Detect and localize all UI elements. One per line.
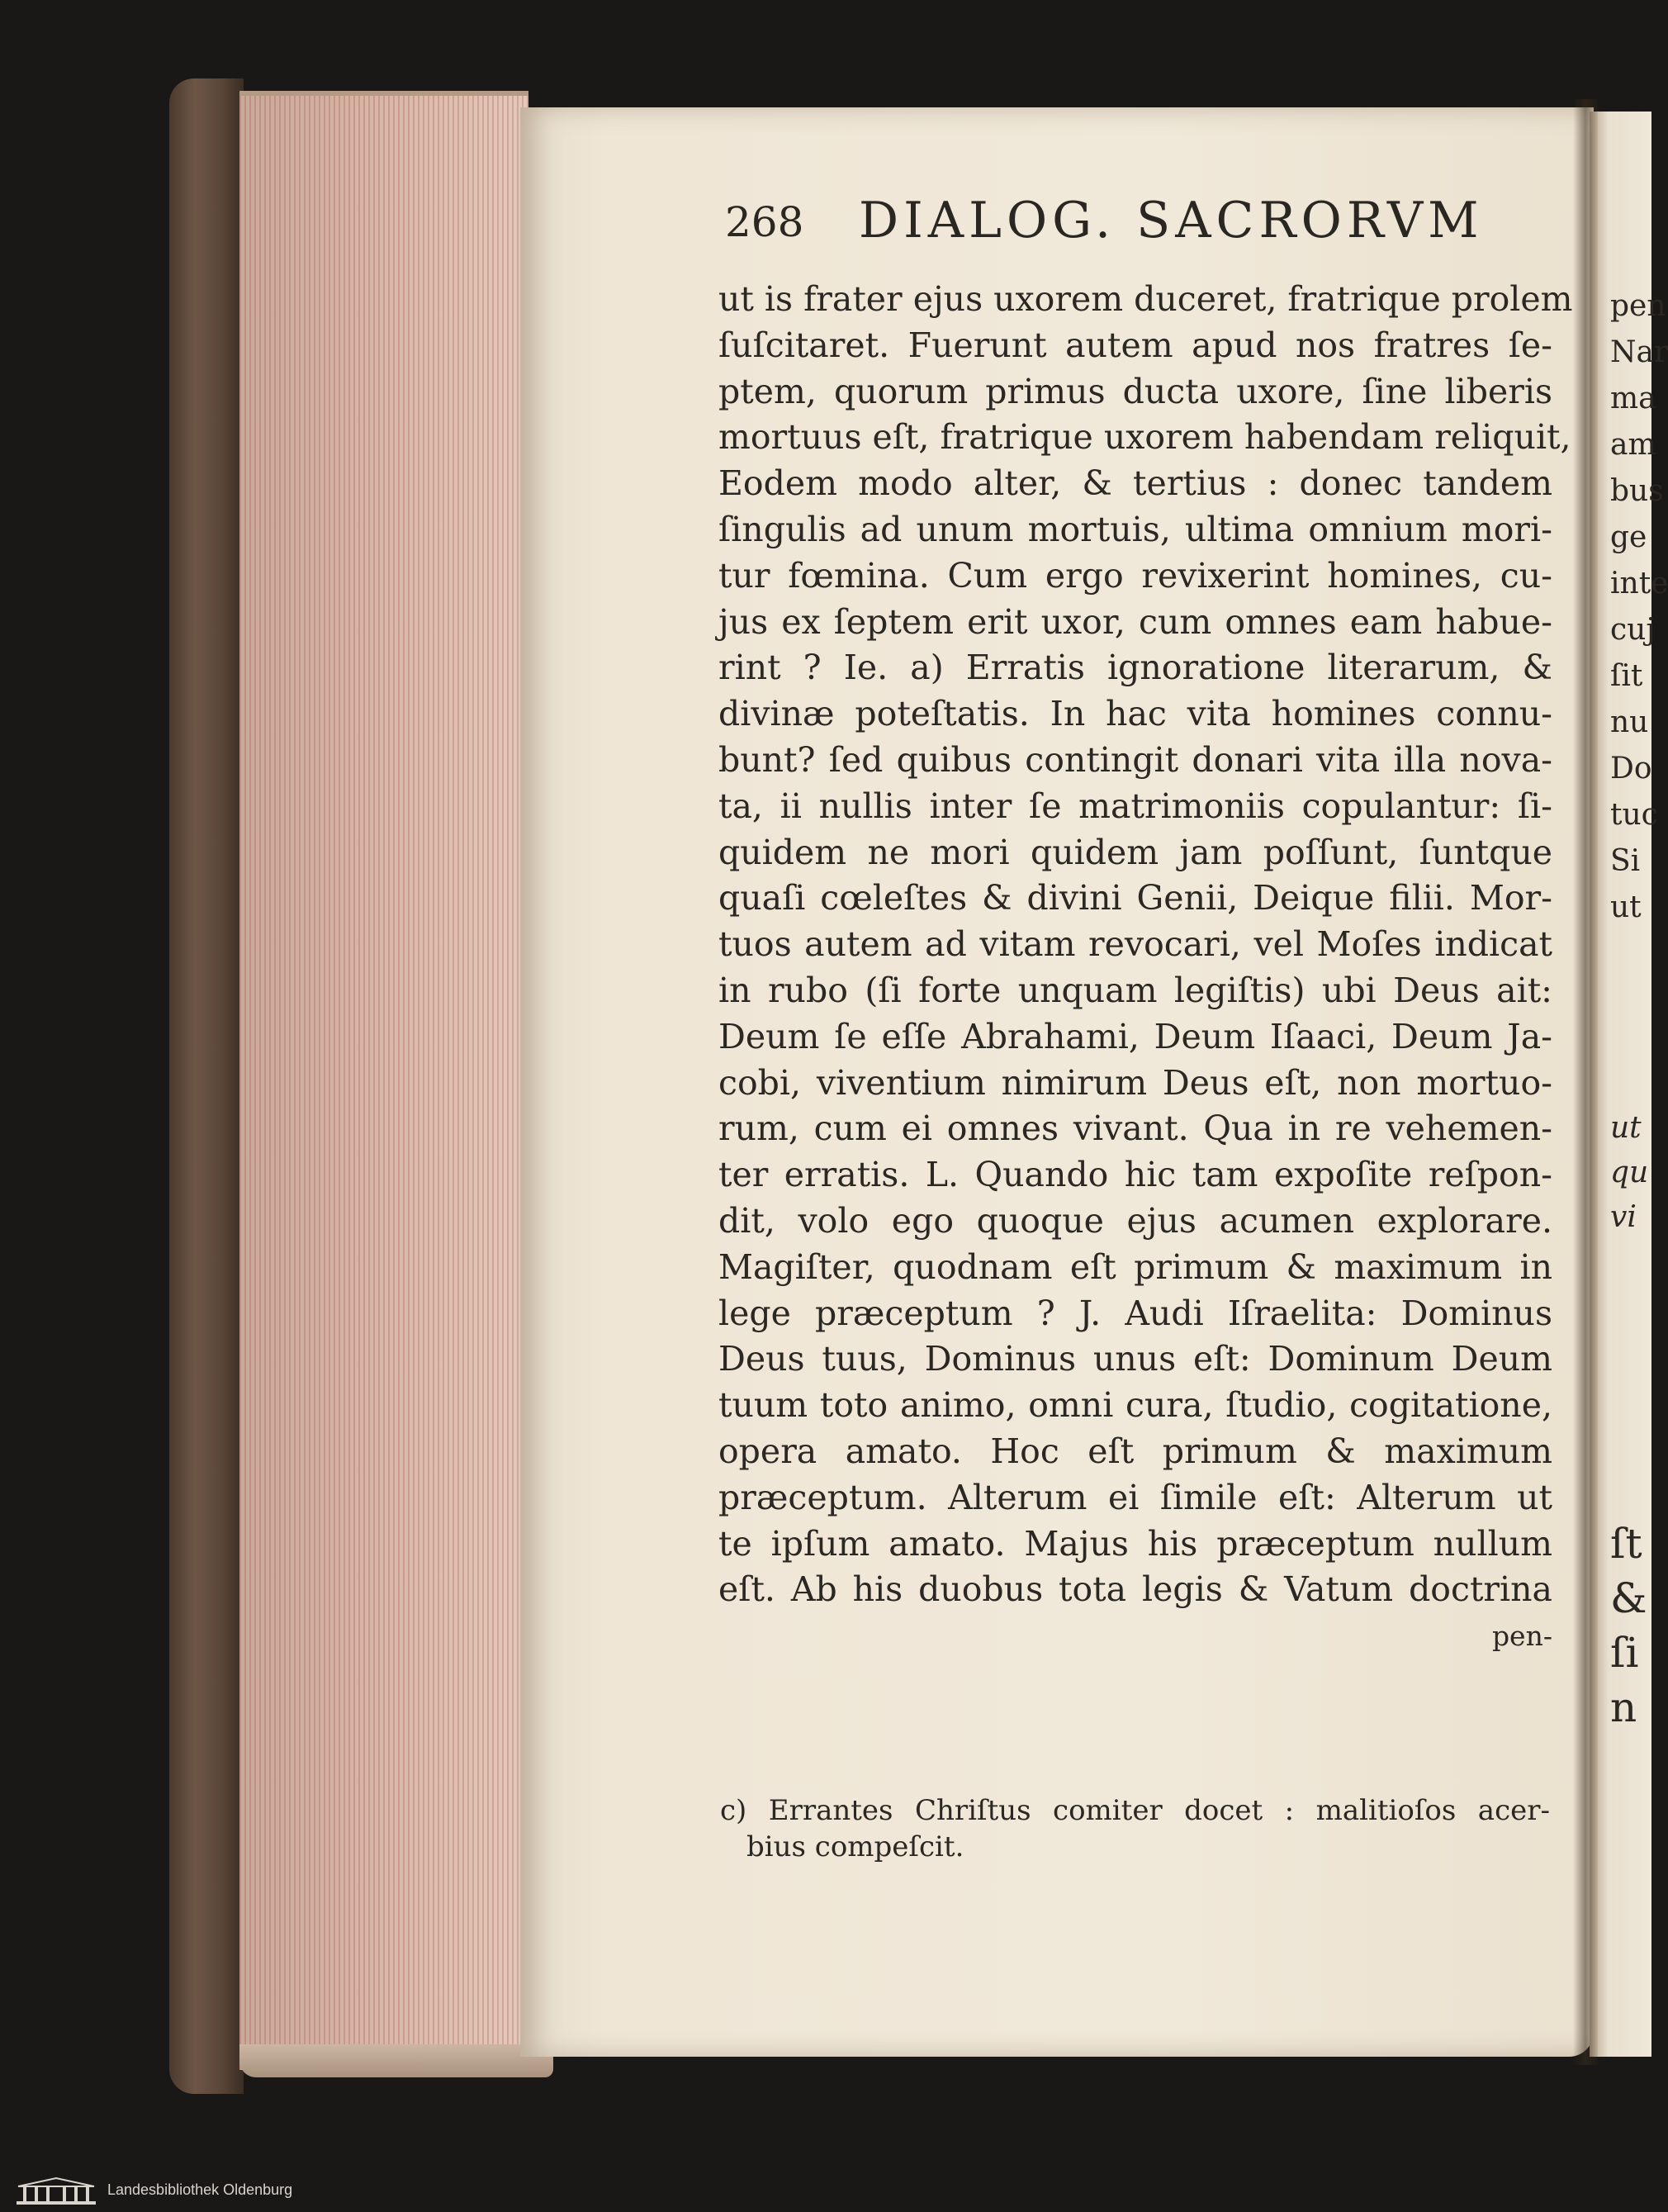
library-name: Landesbibliothek Oldenburg xyxy=(107,2181,293,2198)
text-line: ſingulis ad unum mortuis, ultima omnium mori- xyxy=(718,509,1552,549)
page-edges xyxy=(239,91,528,2070)
text-line: lege præceptum ? J. Audi Iſraelita: Dominus xyxy=(718,1293,1552,1333)
fragment-text: tuc xyxy=(1610,798,1658,832)
body-text xyxy=(718,277,1573,1659)
text-line: Deus tuus, Dominus unus eſt: Dominum Deum xyxy=(718,1339,1552,1379)
fragment-text-large: ſt xyxy=(1610,1520,1642,1568)
fragment-text-large: & xyxy=(1610,1574,1647,1622)
text-line: divinæ poteſtatis. In hac vita homines connu- xyxy=(718,694,1552,734)
running-head: DIALOG. SACRORVM xyxy=(859,192,1484,249)
text-line: jus ex ſeptem erit uxor, cum omnes eam habue- xyxy=(718,601,1552,642)
text-line: rum, cum ei omnes vivant. Qua in re vehemen- xyxy=(718,1108,1552,1149)
text-line: cobi, viventium nimirum Deus eſt, non mortuo- xyxy=(718,1062,1552,1103)
fragment-text: Nar xyxy=(1610,335,1668,369)
fragment-text: am xyxy=(1610,428,1656,462)
text-line: Eodem modo alter, & tertius : donec tandem xyxy=(718,463,1552,504)
text-line: eſt. Ab his duobus tota legis & Vatum doctrina xyxy=(718,1569,1552,1610)
text-line: quaſi cœleſtes & divini Genii, Deique filii. Mor- xyxy=(718,878,1552,919)
text-line: rint ? Ie. a) Erratis ignoratione literarum, & xyxy=(718,648,1552,688)
fragment-text: ut xyxy=(1610,890,1642,924)
fragment-text: nu xyxy=(1610,705,1649,739)
footnote-line: bius compeſcit. xyxy=(746,1830,964,1863)
text-line: præceptum. Alterum ei ſimile eſt: Alterum ut xyxy=(718,1477,1552,1517)
library-building-icon xyxy=(15,2176,97,2206)
fragment-text-italic: ut xyxy=(1610,1111,1642,1145)
book-spine xyxy=(169,78,244,2094)
fragment-text: inte xyxy=(1610,567,1668,600)
fragment-text: Do xyxy=(1610,752,1652,786)
fragment-text-large: ſi xyxy=(1610,1629,1639,1677)
fragment-text: ge xyxy=(1610,520,1647,554)
fragment-text: pen xyxy=(1610,289,1666,323)
text-line: Deum ſe eſſe Abrahami, Deum Iſaaci, Deum Ja- xyxy=(718,1016,1552,1056)
page-number: 268 xyxy=(725,198,804,246)
text-line: ta, ii nullis inter ſe matrimoniis copulantur: ſi- xyxy=(718,786,1552,826)
text-line: ter erratis. L. Quando hic tam expoſite reſpon- xyxy=(718,1155,1552,1195)
fragment-text: cuj xyxy=(1610,613,1656,647)
text-line: bunt? ſed quibus contingit donari vita illa nova- xyxy=(718,739,1552,780)
text-line: dit, volo ego quoque ejus acumen explorare. xyxy=(718,1200,1552,1241)
text-line: ſuſcitaret. Fuerunt autem apud nos fratres ſe- xyxy=(718,325,1552,365)
fragment-text-large: n xyxy=(1610,1683,1637,1731)
text-line: ptem, quorum primus ducta uxore, ſine liberis xyxy=(718,371,1552,411)
text-line: opera amato. Hoc eſt primum & maximum xyxy=(718,1431,1552,1471)
text-line: pen- xyxy=(1491,1620,1552,1653)
fragment-text: Si xyxy=(1610,844,1641,878)
fragment-text-italic: vi xyxy=(1610,1200,1637,1234)
text-line: in rubo (ſi forte unquam legiſtis) ubi Deus ait: xyxy=(718,970,1552,1010)
text-line: te ipſum amato. Majus his præceptum nullum xyxy=(718,1523,1552,1564)
fragment-text-italic: qu xyxy=(1610,1156,1649,1189)
fragment-text: ſit xyxy=(1610,659,1643,693)
gutter-shadow xyxy=(1573,99,1598,2065)
text-line: tur fœmina. Cum ergo revixerint homines, cu- xyxy=(718,555,1552,596)
fragment-text: bus xyxy=(1610,474,1664,508)
text-line: quidem ne mori quidem jam poſſunt, ſuntque xyxy=(718,832,1552,872)
footnote xyxy=(720,1792,1550,1865)
page-edges-bottom xyxy=(239,2044,553,2077)
text-line: Magiſter, quodnam eſt primum & maximum in xyxy=(718,1246,1552,1287)
text-line: mortuus eſt, fratrique uxorem habendam reliquit, xyxy=(718,417,1571,458)
text-line: tuos autem ad vitam revocari, vel Moſes indicat xyxy=(718,924,1552,965)
text-line: ut is frater ejus uxorem duceret, fratrique prolem xyxy=(718,279,1573,319)
text-line: tuum toto animo, omni cura, ſtudio, cogitatione, xyxy=(718,1385,1552,1426)
footnote-line: c) Errantes Chriſtus comiter docet : malitioſos acer- xyxy=(720,1794,1550,1827)
fragment-text: ma xyxy=(1610,382,1656,415)
